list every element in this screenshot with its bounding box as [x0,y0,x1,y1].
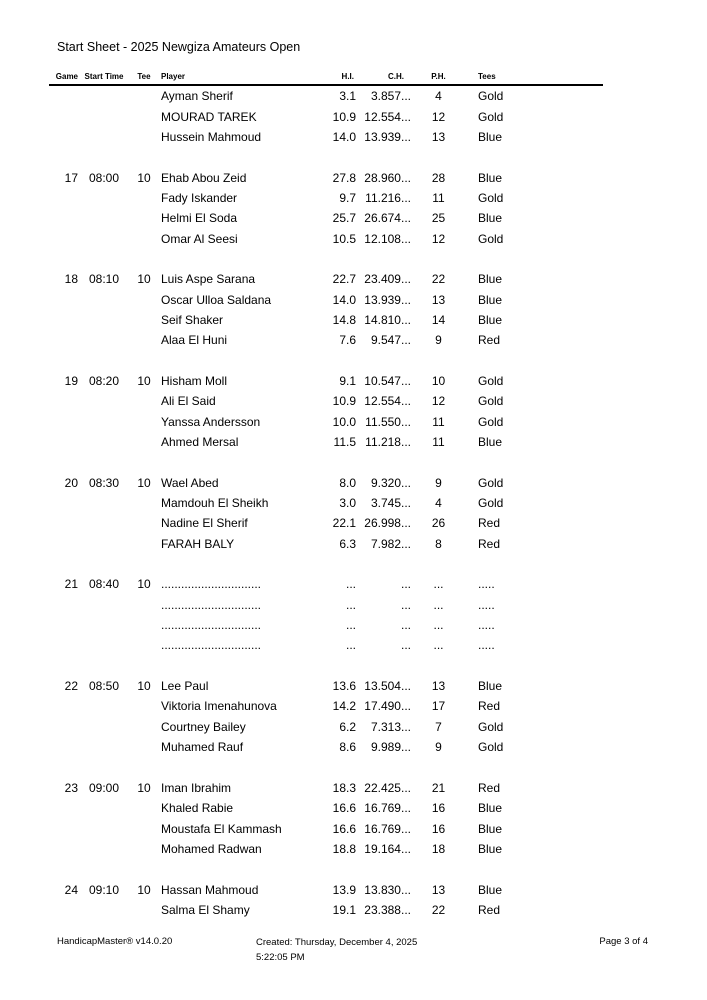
ch-cell: 11.550... [365,414,411,429]
footer-created-timestamp [256,936,417,965]
ph-cell: 11 [432,414,445,429]
tee-cell: 10 [137,882,151,897]
ph-cell: ... [433,638,444,653]
game-cell: 19 [64,373,78,388]
tees-cell: Blue [478,211,503,226]
ch-cell: 26.674... [364,211,411,226]
player-cell: Oscar Ulloa Saldana [161,292,272,307]
player-cell: Moustafa El Kammash [161,821,282,836]
game-cell: 18 [64,272,78,287]
ph-cell: 14 [431,312,446,327]
ph-cell: ... [433,597,444,612]
hi-cell: 3.0 [339,496,356,511]
ch-cell: 23.388... [364,902,411,917]
player-cell: Ayman Sherif [161,89,233,104]
player-row [49,228,603,248]
tees-cell: Gold [478,414,504,429]
player-row [49,839,603,859]
player-cell: MOURAD TAREK [161,109,257,124]
player-row [49,127,603,147]
ph-cell: 13 [431,882,446,897]
ph-cell: ... [433,618,444,633]
game-cell: 22 [64,679,78,694]
hi-cell: 6.3 [339,536,356,551]
player-cell: Khaled Rabie [161,801,234,816]
tees-cell: Blue [478,435,503,450]
tees-cell: ..... [478,577,495,592]
ch-cell: ... [400,618,411,633]
tees-cell: Blue [478,129,503,144]
player-row [49,534,603,554]
ph-cell: 4 [435,89,442,104]
ph-cell: 25 [431,211,446,226]
tees-cell: ..... [478,638,495,653]
hi-cell: 9.1 [339,373,356,388]
tees-cell: Gold [478,496,504,511]
player-cell: .............................. [161,618,262,633]
ch-cell: 14.810... [364,312,411,327]
ph-cell: 16 [431,801,446,816]
hi-cell: ... [345,638,356,653]
footer-page-number: Page 3 of 4 [599,936,648,947]
ch-cell: 19.164... [364,841,411,856]
tees-cell: Blue [478,312,503,327]
tees-cell: Blue [478,882,503,897]
hi-cell: 18.8 [332,841,356,856]
ch-cell: ... [400,597,411,612]
start-time-cell: 08:30 [88,475,120,490]
player-cell: Mohamed Radwan [161,841,262,856]
hi-cell: 16.6 [332,801,356,816]
game-cell: 24 [64,882,78,897]
tee-cell: 10 [137,272,151,287]
player-row [49,737,603,757]
col-header-ch: C.H. [388,72,404,81]
start-time-cell: 08:40 [88,577,120,592]
ch-cell: 7.982... [370,536,411,551]
player-row [49,493,603,513]
tees-cell: Red [478,333,501,348]
tees-cell: Gold [478,109,504,124]
hi-cell: 14.0 [332,129,356,144]
ph-cell: 21 [431,780,446,795]
ch-cell: 16.769... [364,801,411,816]
col-header-game: Game [55,72,78,81]
game-cell: 21 [64,577,78,592]
player-cell: Mamdouh El Sheikh [161,496,269,511]
player-cell: Lee Paul [161,679,209,694]
player-cell: Yanssa Andersson [161,414,261,429]
player-cell: .............................. [161,577,262,592]
col-header-ph: P.H. [431,72,446,81]
hi-cell: 9.7 [339,190,356,205]
col-header-player: Player [161,72,186,81]
player-row [49,106,603,126]
ph-cell: 12 [431,394,446,409]
group-spacer [49,859,603,879]
player-row [49,615,603,635]
player-row [49,412,603,432]
ph-cell: 4 [435,496,442,511]
tees-cell: Red [478,536,501,551]
start-time-cell: 08:10 [88,272,120,287]
hi-cell: 25.7 [332,211,356,226]
ph-cell: 11 [432,435,445,450]
group-spacer [49,656,603,676]
ch-cell: 13.939... [364,292,411,307]
hi-cell: 10.0 [332,414,356,429]
start-time-cell: 09:00 [88,780,120,795]
player-row [49,391,603,411]
ch-cell: 12.554... [364,394,411,409]
col-header-tee: Tee [137,72,151,81]
tees-cell: Blue [478,679,503,694]
hi-cell: 8.0 [339,475,356,490]
player-cell: Viktoria Imenahunova [161,699,277,714]
hi-cell: 22.7 [332,272,356,287]
ph-cell: 13 [431,679,446,694]
start-time-cell: 08:50 [88,679,120,694]
ch-cell: 11.218... [365,435,411,450]
ch-cell: 9.989... [370,740,411,755]
player-row [49,371,603,391]
footer-app-version: HandicapMaster® v14.0.20 [57,936,173,947]
ch-cell: 17.490... [364,699,411,714]
group-spacer [49,554,603,574]
ph-cell: 7 [435,719,442,734]
footer-created-date: Created: Thursday, December 4, 2025 [256,937,418,948]
hi-cell: 22.1 [332,516,356,531]
player-row [49,879,603,899]
ph-cell: 17 [431,699,446,714]
hi-cell: ... [345,597,356,612]
player-row [49,86,603,106]
player-cell: Salma El Shamy [161,902,250,917]
tees-cell: Blue [478,272,503,287]
ph-cell: 9 [435,333,442,348]
player-cell: Wael Abed [161,475,219,490]
hi-cell: 3.1 [339,89,356,104]
ch-cell: 12.108... [364,231,411,246]
tee-cell: 10 [137,577,151,592]
player-row [49,696,603,716]
start-time-cell: 08:00 [88,170,120,185]
game-cell: 23 [64,780,78,795]
ph-cell: 22 [431,902,446,917]
ph-cell: 13 [431,292,446,307]
player-cell: FARAH BALY [161,536,235,551]
ch-cell: 9.547... [370,333,411,348]
tee-cell: 10 [137,475,151,490]
player-row [49,289,603,309]
ph-cell: 12 [431,109,446,124]
player-row [49,574,603,594]
player-row [49,595,603,615]
group-spacer [49,249,603,269]
ph-cell: 8 [435,536,442,551]
tees-cell: Red [478,699,501,714]
ph-cell: 9 [435,475,442,490]
hi-cell: 18.3 [332,780,356,795]
player-row [49,310,603,330]
player-cell: Ehab Abou Zeid [161,170,247,185]
player-cell: Nadine El Sherif [161,516,248,531]
ch-cell: 7.313... [370,719,411,734]
player-row [49,900,603,920]
ch-cell: 26.998... [364,516,411,531]
player-row [49,208,603,228]
tees-cell: Gold [478,394,504,409]
col-header-start-time: Start Time [84,72,124,81]
group-spacer [49,452,603,472]
player-row [49,188,603,208]
tees-cell: Red [478,902,501,917]
tees-cell: Blue [478,801,503,816]
hi-cell: 27.8 [332,170,356,185]
ch-cell: 13.504... [364,679,411,694]
player-row [49,635,603,655]
player-cell: Courtney Bailey [161,719,246,734]
player-cell: Fady Iskander [161,190,238,205]
player-row [49,717,603,737]
game-cell: 17 [64,170,78,185]
ch-cell: ... [400,577,411,592]
ph-cell: 26 [431,516,446,531]
player-cell: Hisham Moll [161,373,228,388]
hi-cell: 10.9 [332,109,356,124]
tees-cell: Gold [478,475,504,490]
ph-cell: 12 [431,231,446,246]
player-cell: Helmi El Soda [161,211,238,226]
player-cell: Muhamed Rauf [161,740,244,755]
tee-cell: 10 [137,170,151,185]
ch-cell: 13.830... [364,882,411,897]
hi-cell: 7.6 [339,333,356,348]
player-cell: Iman Ibrahim [161,780,232,795]
player-cell: .............................. [161,597,262,612]
player-row [49,778,603,798]
player-row [49,330,603,350]
ch-cell: 10.547... [364,373,411,388]
ch-cell: 16.769... [364,821,411,836]
hi-cell: 13.9 [332,882,356,897]
ph-cell: ... [433,577,444,592]
ph-cell: 10 [431,373,446,388]
player-row [49,818,603,838]
ch-cell: 23.409... [364,272,411,287]
start-sheet-table [49,67,603,920]
tee-cell: 10 [137,373,151,388]
ch-cell: ... [400,638,411,653]
player-row [49,798,603,818]
ch-cell: 11.216... [365,190,411,205]
hi-cell: ... [345,577,356,592]
game-cell: 20 [64,475,78,490]
hi-cell: 14.0 [332,292,356,307]
tees-cell: Gold [478,373,504,388]
ch-cell: 13.939... [364,129,411,144]
ch-cell: 12.554... [364,109,411,124]
tees-cell: ..... [478,618,495,633]
ch-cell: 9.320... [370,475,411,490]
hi-cell: 13.6 [332,679,356,694]
ch-cell: 28.960... [364,170,411,185]
ph-cell: 28 [431,170,446,185]
ch-cell: 3.857... [370,89,411,104]
start-time-cell: 08:20 [88,373,120,388]
player-cell: Omar Al Seesi [161,231,238,246]
tee-cell: 10 [137,780,151,795]
hi-cell: 14.8 [332,312,356,327]
group-spacer [49,757,603,777]
player-row [49,167,603,187]
table-body [49,86,603,920]
ph-cell: 13 [431,129,446,144]
tees-cell: Gold [478,719,504,734]
tees-cell: Red [478,516,501,531]
hi-cell: 14.2 [332,699,356,714]
hi-cell: ... [345,618,356,633]
player-cell: Alaa El Huni [161,333,228,348]
player-cell: Seif Shaker [161,312,224,327]
ph-cell: 16 [431,821,446,836]
tees-cell: Blue [478,841,503,856]
player-cell: .............................. [161,638,262,653]
ch-cell: 22.425... [364,780,411,795]
player-cell: Ahmed Mersal [161,435,239,450]
player-cell: Hassan Mahmoud [161,882,259,897]
ph-cell: 18 [431,841,446,856]
ph-cell: 9 [435,740,442,755]
tee-cell: 10 [137,679,151,694]
page-title: Start Sheet - 2025 Newgiza Amateurs Open [57,40,301,54]
hi-cell: 6.2 [339,719,356,734]
start-time-cell: 09:10 [88,882,120,897]
player-row [49,432,603,452]
player-row [49,513,603,533]
tees-cell: Blue [478,292,503,307]
ph-cell: 22 [431,272,446,287]
table-header-row [49,67,603,86]
tees-cell: Gold [478,740,504,755]
hi-cell: 8.6 [339,740,356,755]
ph-cell: 11 [432,190,445,205]
hi-cell: 10.5 [332,231,356,246]
group-spacer [49,350,603,370]
hi-cell: 19.1 [332,902,356,917]
group-spacer [49,147,603,167]
player-row [49,676,603,696]
player-row [49,473,603,493]
footer-created-time: 5:22:05 PM [256,951,305,963]
hi-cell: 11.5 [333,435,356,450]
hi-cell: 16.6 [332,821,356,836]
player-cell: Hussein Mahmoud [161,129,262,144]
ch-cell: 3.745... [370,496,411,511]
tees-cell: Red [478,780,501,795]
tees-cell: Blue [478,170,503,185]
hi-cell: 10.9 [332,394,356,409]
player-cell: Luis Aspe Sarana [161,272,256,287]
tees-cell: ..... [478,597,495,612]
col-header-tees: Tees [478,72,496,81]
tees-cell: Gold [478,231,504,246]
player-row [49,269,603,289]
player-cell: Ali El Said [161,394,216,409]
tees-cell: Gold [478,190,504,205]
tees-cell: Gold [478,89,504,104]
tees-cell: Blue [478,821,503,836]
col-header-hi: H.I. [341,72,354,81]
